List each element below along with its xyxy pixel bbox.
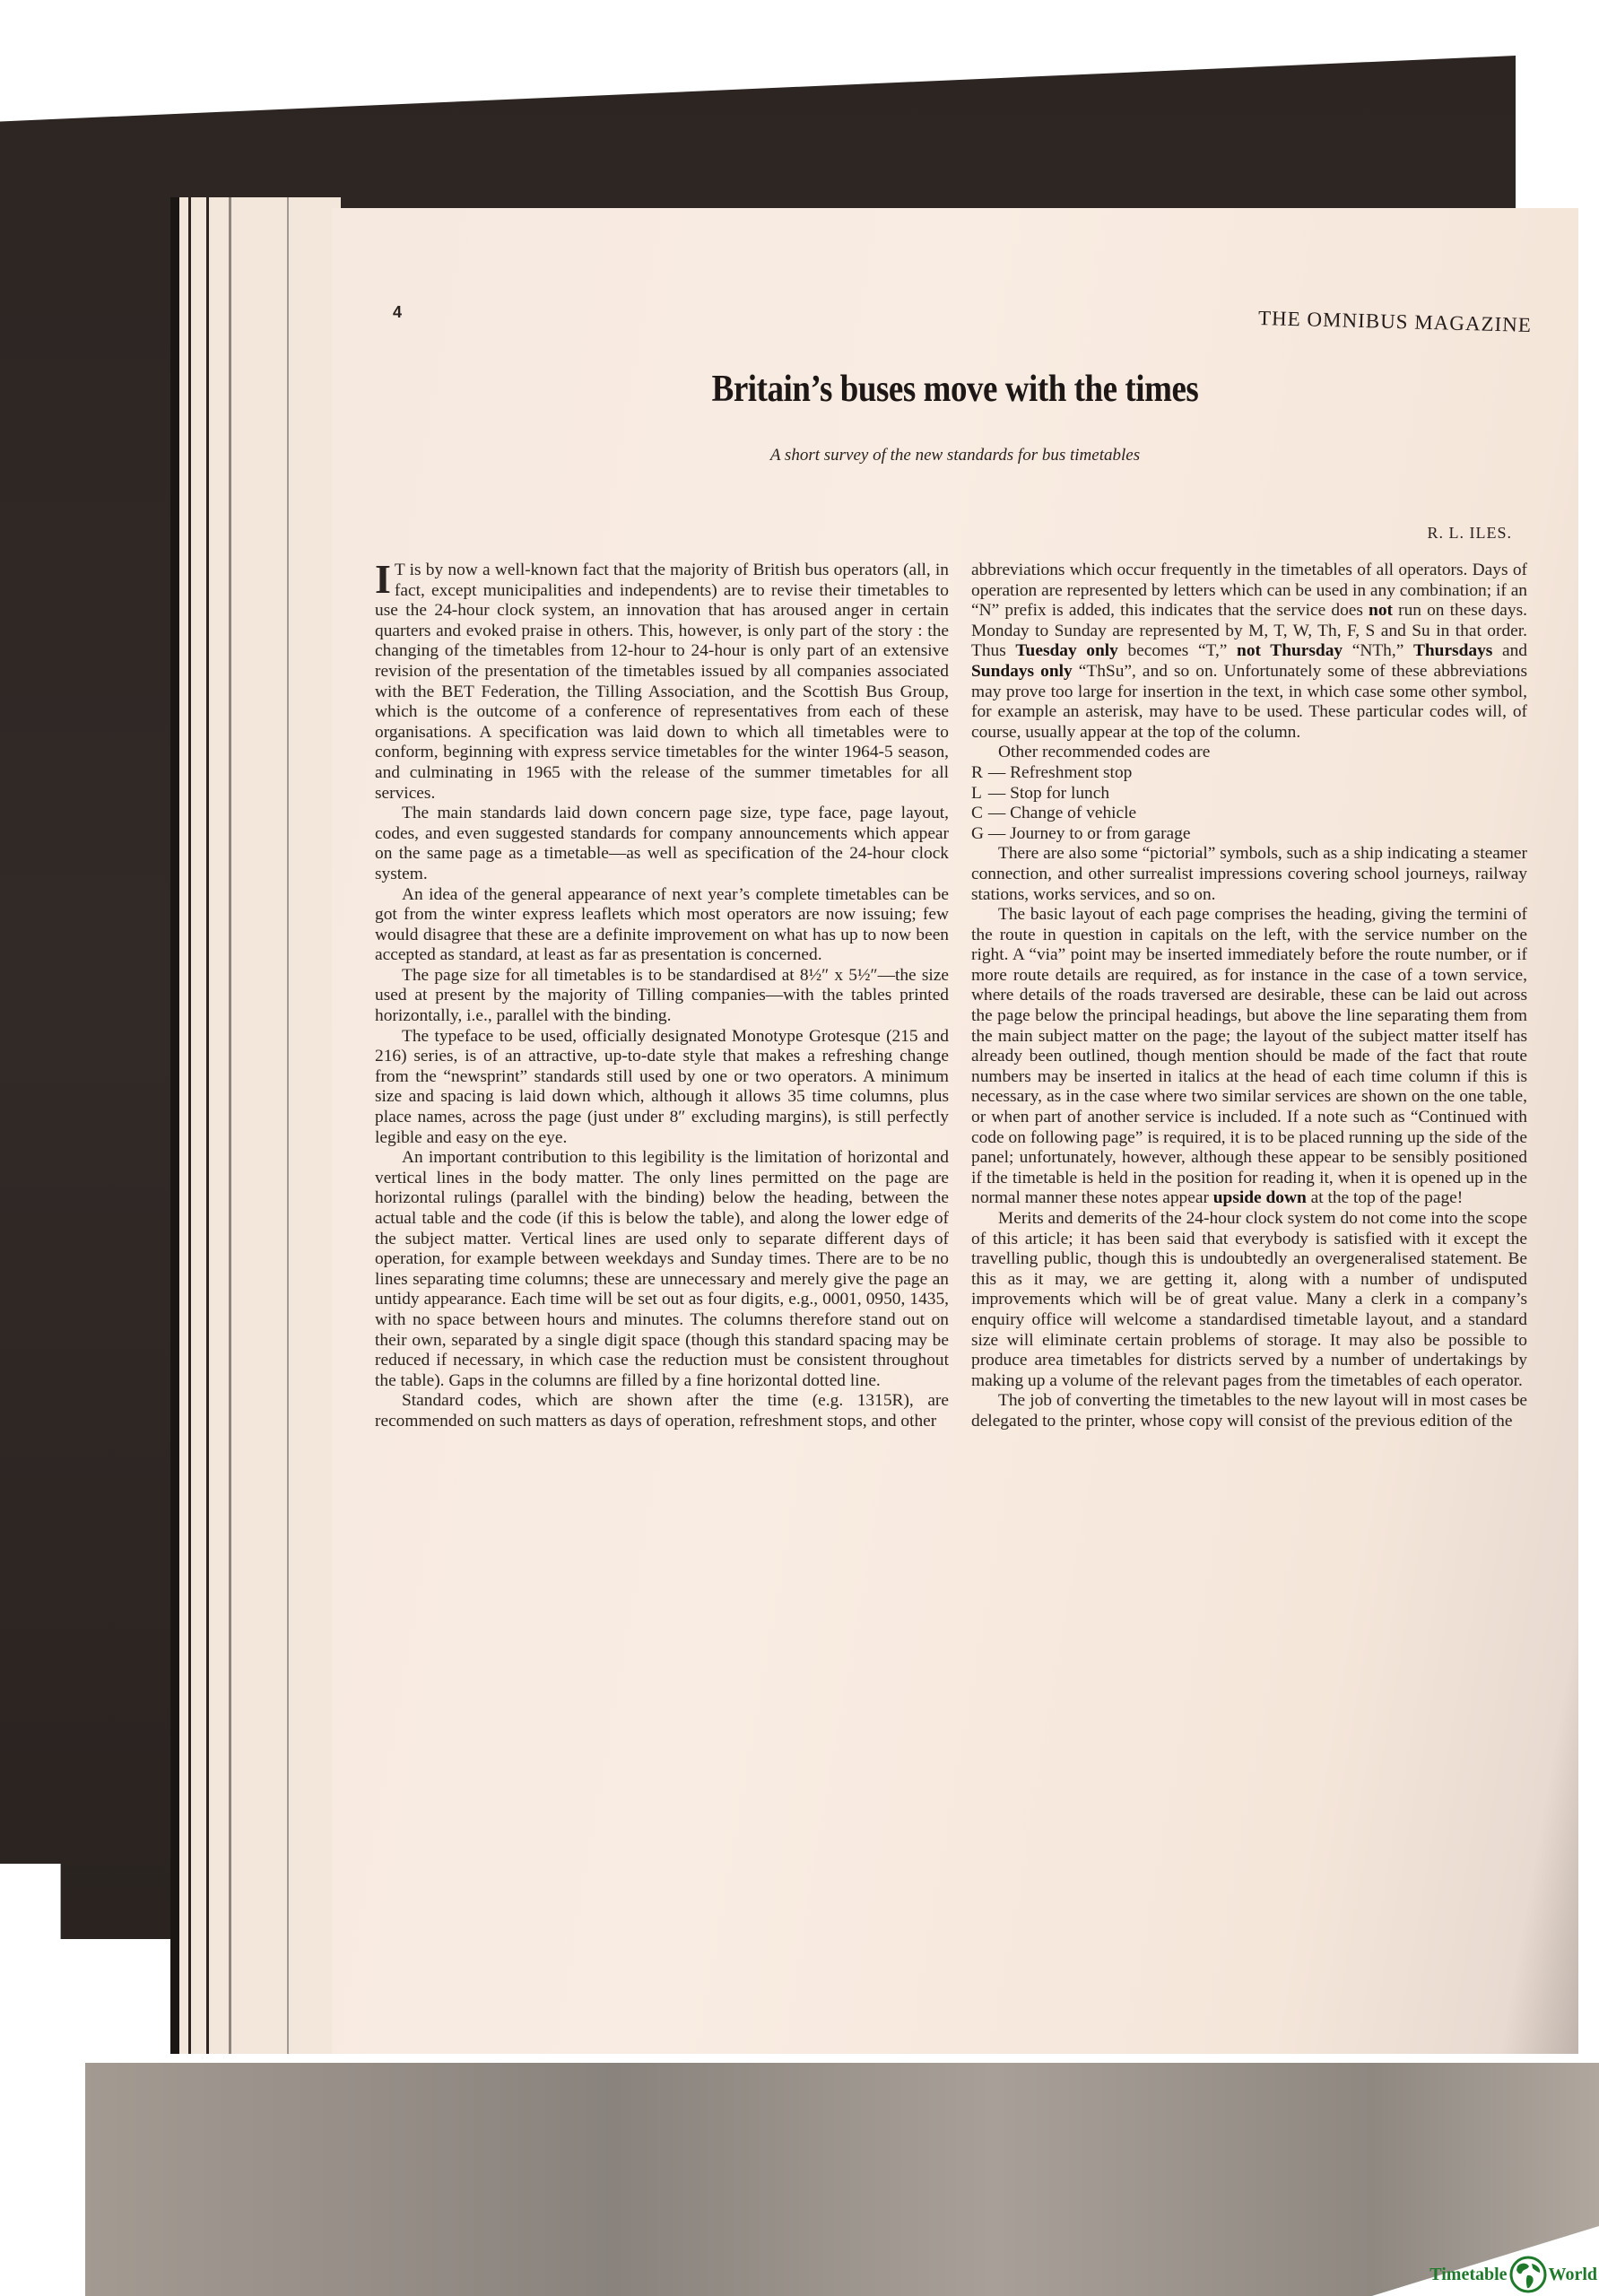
article-title: Britain’s buses move with the times xyxy=(711,369,1199,410)
bold-text: not Thursday xyxy=(1237,641,1343,661)
text-run: run on these days. Monday to Sunday are represented by M, T, W, Th, F, S and Su in that order. Thus xyxy=(971,601,1527,661)
codes-intro: Other recommended codes are xyxy=(998,743,1211,762)
paragraph: There are also some “pictorial” symbols, such as a ship indicating a steamer connection, and other surrealist impressions covering school journeys, railway stations, works services, and so on. xyxy=(971,844,1527,904)
left-column xyxy=(375,556,949,1432)
paragraph: Merits and demerits of the 24-hour clock system do not come into the scope of this article; it has been said that everybody is satisfied with it except the travelling public, though this is undoubtedly an overgeneralised statement. Be this as it may, we are getting it, along with a number of undisputed improvements which will be of great value. Many a clerk in a company’s enquiry office will welcome a standardised timetable layout, and a standard size will eliminate certain problems of storage. It may also be possible to produce area timetables for districts served by a number of undertakings by making up a volume of the relevant pages from the timetables of each operator. xyxy=(971,1209,1527,1390)
code-letter: C xyxy=(971,804,983,823)
bold-text: Tuesday only xyxy=(1015,641,1118,661)
bold-text: upside down xyxy=(1212,1188,1307,1208)
text-run: becomes “T,” xyxy=(1117,641,1238,661)
code-meaning: Refreshment stop xyxy=(1010,762,1133,782)
binding-rule xyxy=(287,197,289,2054)
paragraph xyxy=(375,556,949,804)
paragraph: The page size for all timetables is to be standardised at 8½″ x 5½″—the size used at present by the majority of Tilling companies—with the tables printed horizontally, i.e., parallel with the binding. xyxy=(375,965,949,1026)
paragraph-text: T is by now a well-known fact that the majority of British bus operators (all, in fact, except municipalities and independents) are to revise their timetables to use the 24-hour clock system, an innovation that has aroused anger in certain quarters and evoked praise in others. This, however, is only part of the story : the changing of the timetables from 12-hour to 24-hour is only part of an extensive revision of the presentation of the timetables issued by all companies associated with the BET Federation, the Tilling Association, and the Scottish Bus Group, which is the outcome of a conference of representatives from each of these organisations. A specification was laid down to which all timetables were to conform, beginning with express service timetables for the winter 1964-5 season, and culminating in 1965 with the release of the summer timetables for all services. xyxy=(375,561,949,803)
text-run: at the top of the page! xyxy=(1306,1188,1464,1208)
timetable-world-watermark xyxy=(1430,2256,1597,2293)
paragraph: Standard codes, which are shown after the time (e.g. 1315R), are recommended on such matters as days of operation, refreshment stops, and other xyxy=(375,1391,949,1431)
right-column xyxy=(971,561,1527,1432)
code-item: G — Journey to or from garage xyxy=(971,823,1191,843)
code-meaning: Journey to or from garage xyxy=(1010,823,1191,843)
page-number: 4 xyxy=(393,303,403,321)
binding-rule xyxy=(188,197,191,2054)
bold-text: Thursdays xyxy=(1412,641,1493,661)
binding-rule xyxy=(206,197,209,2054)
paragraph xyxy=(971,905,1527,1209)
text-run: The basic layout of each page comprises the heading, giving the termini of the route in question in capitals on the left, with the service number on the right. A “via” point may be inserted immediately before the route number, or if more route details are required, as for instance in the case of a town service, where details of the roads traversed are desirable, these can be laid out across the page below the principal headings, but above the line separating them from the main subject matter on the page; the layout of the subject matter itself has already been outlined, though mention should be made of the fact that route numbers may be inserted in italics at the head of each time column if this is necessary, as in the case where two similar services are shown on the one table, or when part of another service is included. If a note such as “Continued with code on following page” is required, it is to be placed running up the side of the panel; unfortunately, however, although these appear to be sensibly positioned if the timetable is held in the position for reading it, when it is opened up in the normal manner these notes appear xyxy=(971,905,1527,1208)
text-run: abbreviations which occur frequently in the timetables of all operators. Days of operation are represented by letters which can be used in any combination; if an “N” prefix is added, this indicates that the service does xyxy=(971,561,1527,621)
watermark-right-text: World xyxy=(1548,2264,1597,2284)
watermark-left-text: Timetable xyxy=(1430,2264,1508,2284)
code-item: R — Refreshment stop xyxy=(971,762,1133,782)
code-meaning: Change of vehicle xyxy=(1010,804,1137,823)
text-run: and xyxy=(1492,641,1527,661)
drop-cap: I xyxy=(375,556,391,602)
binding-rule xyxy=(229,197,231,2054)
paragraph xyxy=(971,561,1527,743)
scan-shadow-area xyxy=(85,2063,1599,2296)
bold-text: not xyxy=(1369,601,1393,621)
code-letter: G xyxy=(971,823,985,843)
paragraph: The job of converting the timetables to the new layout will in most cases be delegated to the printer, whose copy will consist of the previous edition of the xyxy=(971,1391,1527,1431)
code-item: C — Change of vehicle xyxy=(971,804,1137,823)
code-list xyxy=(971,763,1527,844)
globe-icon xyxy=(1509,2256,1547,2293)
code-letter: L xyxy=(971,783,982,803)
article-subtitle: A short survey of the new standards for bus timetables xyxy=(769,446,1141,465)
bold-text: Sundays only xyxy=(971,661,1073,681)
paragraph: The main standards laid down concern page size, type face, page layout, codes, and even suggested standards for company announcements which appear on the same page as a timetable—as well as specification of the 24-hour clock system. xyxy=(375,804,949,883)
paragraph: An important contribution to this legibility is the limitation of horizontal and vertical lines in the body matter. The only lines permitted on the page are horizontal rulings (parallel with the binding) below the heading, between the actual table and the code (if this is below the table), and along the lower edge of the subject matter. Vertical lines are used only to separate different days of operation, for example between weekdays and Sunday times. There are to be no lines separating time columns; these are unnecessary and merely give the page an untidy appearance. Each time will be set out as four digits, e.g., 0001, 0950, 1435, with no space between hours and minutes. The columns therefore stand out on their own, separated by a single digit space (though this standard spacing may be reduced if necessary, in which case the reduction must be consistent throughout the table). Gaps in the columns are filled by a fine horizontal dotted line. xyxy=(375,1148,949,1390)
code-letter: R xyxy=(971,762,983,782)
text-run: “NTh,” xyxy=(1343,641,1413,661)
page-binding-strip xyxy=(170,197,341,2054)
code-item: L — Stop for lunch xyxy=(971,783,1110,803)
paragraph: The typeface to be used, officially designated Monotype Grotesque (215 and 216) series, is of an attractive, up-to-date style that makes a refreshing change from the “newsprint” standards still used by one or two operators. A minimum size and spacing is laid down which, although it allows 35 time columns, plus place names, across the page (just under 8″ excluding margins), is still perfectly legible and easy on the eye. xyxy=(375,1026,949,1147)
running-head: THE OMNIBUS MAGAZINE xyxy=(1257,307,1533,336)
code-meaning: Stop for lunch xyxy=(1010,783,1110,803)
article-byline: R. L. ILES. xyxy=(1427,524,1512,542)
magazine-page xyxy=(332,208,1578,2054)
text-run: “ThSu”, and so on. Unfortunately some of these abbreviations may prove too large for insertion in the text, in which case some other symbol, for example an asterisk, may have to be used. These particular codes will, of course, usually appear at the top of the column. xyxy=(971,661,1527,742)
paragraph: An idea of the general appearance of next year’s complete timetables can be got from the winter express leaflets which most operators are now issuing; few would disagree that these are a definite improvement on what has up to now been accepted as standard, at least as far as presentation is concerned. xyxy=(375,884,949,965)
